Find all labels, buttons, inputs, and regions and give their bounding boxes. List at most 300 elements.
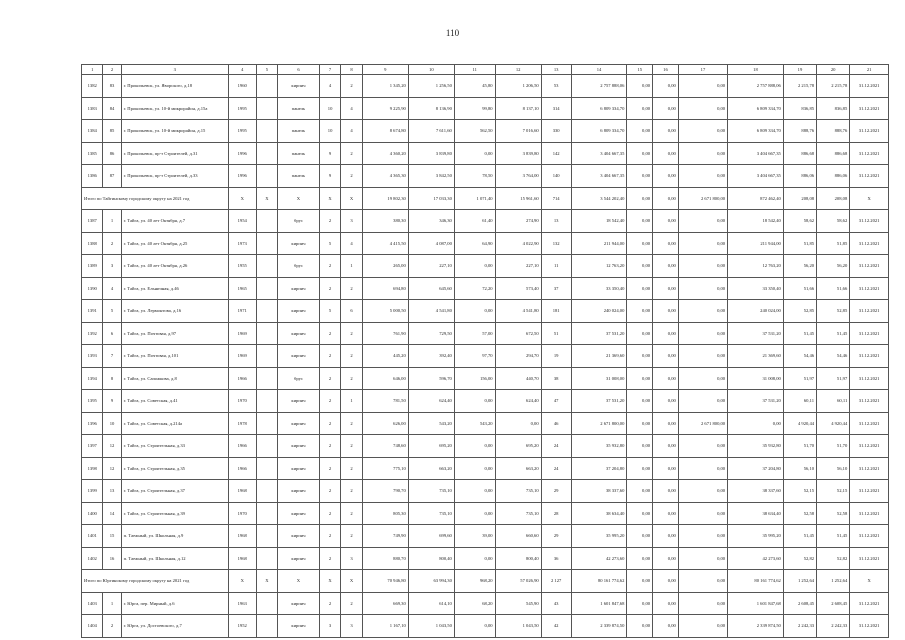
table-cell bbox=[256, 412, 277, 435]
table-cell: 39,00 bbox=[454, 525, 495, 548]
table-row bbox=[82, 277, 889, 300]
table-cell: 0,00 bbox=[653, 255, 679, 278]
table-cell: 543,20 bbox=[408, 412, 454, 435]
table-cell: 886,68 bbox=[783, 142, 816, 165]
table-cell: 0,00 bbox=[653, 210, 679, 233]
table-cell: 790,70 bbox=[362, 480, 408, 503]
table-cell: X bbox=[278, 570, 320, 593]
table-cell: 64,90 bbox=[454, 232, 495, 255]
table-cell: 1 043,50 bbox=[408, 615, 454, 638]
table-cell: 1 167,10 bbox=[362, 615, 408, 638]
table-cell: 392,40 bbox=[408, 345, 454, 368]
table-cell: 51,85 bbox=[783, 232, 816, 255]
table-cell: 181 bbox=[541, 300, 571, 323]
table-cell bbox=[256, 367, 277, 390]
table-cell: 1384 bbox=[82, 120, 103, 143]
table-cell: панель bbox=[278, 97, 320, 120]
table-cell: 0,00 bbox=[678, 322, 727, 345]
address-cell: г. Тайга, ул. 40 лет Октября, д.25 bbox=[121, 232, 228, 255]
table-cell: 51,45 bbox=[783, 525, 816, 548]
table-cell: 2 bbox=[341, 480, 362, 503]
table-cell: 1978 bbox=[228, 412, 256, 435]
table-cell: 52,85 bbox=[817, 300, 850, 323]
table-cell: 0,00 bbox=[678, 547, 727, 570]
table-cell: 0,00 bbox=[678, 300, 727, 323]
table-cell: 800,40 bbox=[495, 547, 541, 570]
table-row bbox=[82, 255, 889, 278]
table-cell: 3 544 202,40 bbox=[571, 187, 627, 210]
table-cell: кирпич bbox=[278, 547, 320, 570]
table-cell: 545,90 bbox=[495, 592, 541, 615]
table-cell: 1954 bbox=[228, 210, 256, 233]
table-cell: 70 946,80 bbox=[362, 570, 408, 593]
table-cell: 1970 bbox=[228, 502, 256, 525]
table-cell bbox=[256, 480, 277, 503]
table-cell: 1 252,64 bbox=[783, 570, 816, 593]
table-cell: 0,00 bbox=[678, 570, 727, 593]
table-cell: 805,30 bbox=[362, 502, 408, 525]
table-cell: 12 bbox=[103, 435, 121, 458]
table-cell: 142 bbox=[541, 142, 571, 165]
table-cell: 2 bbox=[319, 502, 340, 525]
table-cell: 99,80 bbox=[454, 97, 495, 120]
table-cell: 156,00 bbox=[454, 367, 495, 390]
table-row bbox=[82, 142, 889, 165]
table-cell: 56,10 bbox=[783, 457, 816, 480]
table-cell: 53 bbox=[541, 75, 571, 98]
table-cell bbox=[256, 390, 277, 413]
table-cell: 211 944,00 bbox=[728, 232, 784, 255]
table-cell: 4 bbox=[341, 97, 362, 120]
table-cell: 0,00 bbox=[454, 457, 495, 480]
table-cell: 58,62 bbox=[783, 210, 816, 233]
table-cell: 57 026,90 bbox=[495, 570, 541, 593]
table-row bbox=[82, 615, 889, 638]
table-row bbox=[82, 502, 889, 525]
table-cell: 1 601 847,68 bbox=[728, 592, 784, 615]
table-row bbox=[82, 412, 889, 435]
table-cell: 3 bbox=[319, 615, 340, 638]
table-cell: 38 bbox=[541, 367, 571, 390]
table-cell: 132 bbox=[541, 232, 571, 255]
table-cell: 1 bbox=[103, 592, 121, 615]
table-cell: 16 bbox=[103, 547, 121, 570]
table-cell: 836,85 bbox=[783, 97, 816, 120]
table-cell: 6 809 334,70 bbox=[571, 120, 627, 143]
table-cell: 775,10 bbox=[362, 457, 408, 480]
table-cell: 57,00 bbox=[454, 322, 495, 345]
table-cell: 2 bbox=[319, 457, 340, 480]
table-cell: 4 bbox=[103, 277, 121, 300]
page-number: 110 bbox=[445, 28, 460, 38]
table-cell: 1 bbox=[103, 210, 121, 233]
table-cell: 0,00 bbox=[653, 75, 679, 98]
table-cell: 0,00 bbox=[653, 570, 679, 593]
table-cell: 0,00 bbox=[627, 615, 653, 638]
table-row bbox=[82, 322, 889, 345]
table-cell: X bbox=[850, 570, 889, 593]
table-cell: 2 bbox=[103, 232, 121, 255]
table-cell: 6 809 334,70 bbox=[728, 120, 784, 143]
table-cell: кирпич bbox=[278, 75, 320, 98]
table-cell: 968,20 bbox=[454, 570, 495, 593]
table-cell: 4 920,44 bbox=[817, 412, 850, 435]
table-cell: 2 bbox=[341, 412, 362, 435]
table-cell: 38 634,40 bbox=[728, 502, 784, 525]
table-cell: X bbox=[319, 570, 340, 593]
table-cell: 0,00 bbox=[653, 345, 679, 368]
table-row bbox=[82, 165, 889, 188]
table-cell: 35 995,20 bbox=[728, 525, 784, 548]
table-cell: 5 bbox=[319, 232, 340, 255]
table-cell: 1966 bbox=[228, 457, 256, 480]
table-cell: 1399 bbox=[82, 480, 103, 503]
table-row bbox=[82, 525, 889, 548]
table-cell: 86 bbox=[103, 142, 121, 165]
table-cell: 836,85 bbox=[817, 97, 850, 120]
table-cell: кирпич bbox=[278, 615, 320, 638]
table-cell: 0,00 bbox=[678, 367, 727, 390]
table-cell: 31.12.2021 bbox=[850, 390, 889, 413]
table-cell: 52,82 bbox=[817, 547, 850, 570]
table-cell: 31.12.2021 bbox=[850, 547, 889, 570]
table-cell: X bbox=[278, 187, 320, 210]
table-cell: 15 bbox=[103, 525, 121, 548]
table-cell: 2 608,45 bbox=[817, 592, 850, 615]
table-cell: 56,20 bbox=[783, 255, 816, 278]
table-row bbox=[82, 232, 889, 255]
table-cell: 9 bbox=[319, 165, 340, 188]
table-cell: 13 bbox=[103, 480, 121, 503]
column-header: 14 bbox=[571, 65, 627, 75]
table-cell: 35 932,80 bbox=[571, 435, 627, 458]
table-cell: 596,70 bbox=[408, 367, 454, 390]
table-cell: 1391 bbox=[82, 300, 103, 323]
table-cell: 1 252,64 bbox=[817, 570, 850, 593]
table-cell: 31.12.2021 bbox=[850, 367, 889, 390]
table-cell: 2 bbox=[341, 277, 362, 300]
table-cell: 2 bbox=[319, 322, 340, 345]
table-cell: 0,00 bbox=[653, 412, 679, 435]
table-row bbox=[82, 435, 889, 458]
table-cell: 14 bbox=[103, 502, 121, 525]
table-cell: 886,68 bbox=[817, 142, 850, 165]
table-cell: 33 350,40 bbox=[571, 277, 627, 300]
table-cell: 0,00 bbox=[627, 345, 653, 368]
table-cell: 10 bbox=[319, 120, 340, 143]
table-cell: 37 531,20 bbox=[571, 390, 627, 413]
register-table bbox=[81, 64, 889, 638]
table-cell: 0,00 bbox=[653, 277, 679, 300]
table-cell: 2 bbox=[319, 592, 340, 615]
table-cell: 31.12.2021 bbox=[850, 232, 889, 255]
table-cell: 31.12.2021 bbox=[850, 165, 889, 188]
address-cell: г. Тайга, ул. Строительная, д.33 bbox=[121, 435, 228, 458]
table-cell: 1392 bbox=[82, 322, 103, 345]
table-cell: 781,50 bbox=[362, 390, 408, 413]
column-header: 19 bbox=[783, 65, 816, 75]
table-cell: 2 671 800,00 bbox=[678, 187, 727, 210]
table-cell: 6 bbox=[341, 300, 362, 323]
table-cell: 51,85 bbox=[817, 232, 850, 255]
table-cell: 0,00 bbox=[627, 277, 653, 300]
table-cell: 240 024,00 bbox=[728, 300, 784, 323]
table-row bbox=[82, 75, 889, 98]
table-cell: 35 932,80 bbox=[728, 435, 784, 458]
table-cell: 2 242,33 bbox=[817, 615, 850, 638]
table-cell: 614,10 bbox=[408, 592, 454, 615]
table-cell: кирпич bbox=[278, 390, 320, 413]
table-cell: 3 404 667,35 bbox=[571, 142, 627, 165]
table-cell: X bbox=[256, 570, 277, 593]
table-cell: 37 531,20 bbox=[571, 322, 627, 345]
table-cell: 4 360,20 bbox=[362, 142, 408, 165]
table-cell: 18 542,40 bbox=[571, 210, 627, 233]
table-cell: 9 bbox=[103, 390, 121, 413]
table-cell: 10 bbox=[319, 97, 340, 120]
table-cell: 0,00 bbox=[627, 300, 653, 323]
table-cell: 37 bbox=[541, 277, 571, 300]
table-cell: 12 763,20 bbox=[728, 255, 784, 278]
table-cell: 0,00 bbox=[678, 97, 727, 120]
table-cell: 886,06 bbox=[783, 165, 816, 188]
address-cell: г. Тайга, ул. Сапожкова, д.8 bbox=[121, 367, 228, 390]
address-cell: г. Прокопьевск, ул. Яворского, д.18 bbox=[121, 75, 228, 98]
column-header: 13 bbox=[541, 65, 571, 75]
table-cell: 1973 bbox=[228, 232, 256, 255]
table-cell: 0,00 bbox=[454, 255, 495, 278]
table-cell: 0,00 bbox=[678, 390, 727, 413]
table-cell: 0,00 bbox=[454, 300, 495, 323]
table-cell: брус bbox=[278, 367, 320, 390]
table-cell: 31.12.2021 bbox=[850, 277, 889, 300]
total-row bbox=[82, 187, 889, 210]
table-cell bbox=[256, 75, 277, 98]
table-cell: 56,10 bbox=[817, 457, 850, 480]
table-cell: 0,00 bbox=[653, 390, 679, 413]
table-cell: 31.12.2021 bbox=[850, 412, 889, 435]
table-cell: 1394 bbox=[82, 367, 103, 390]
address-cell: п. Таежный, ул. Школьная, д.12 bbox=[121, 547, 228, 570]
table-cell: 0,00 bbox=[653, 525, 679, 548]
table-cell: 2 bbox=[341, 502, 362, 525]
table-cell: 1 043,50 bbox=[495, 615, 541, 638]
address-cell: г. Тайга, ул. 40 лет Октября, д.7 bbox=[121, 210, 228, 233]
table-cell: 1389 bbox=[82, 255, 103, 278]
column-header: 10 bbox=[408, 65, 454, 75]
table-cell: 4 365,30 bbox=[362, 165, 408, 188]
table-cell: 0,00 bbox=[627, 435, 653, 458]
table-cell bbox=[256, 592, 277, 615]
table-cell: кирпич bbox=[278, 300, 320, 323]
table-cell: 624,40 bbox=[408, 390, 454, 413]
table-cell: 1 071,40 bbox=[454, 187, 495, 210]
column-header: 16 bbox=[653, 65, 679, 75]
table-cell: 3 839,80 bbox=[495, 142, 541, 165]
table-cell: 2 bbox=[341, 345, 362, 368]
address-cell: г. Тайга, ул. Строительная, д.37 bbox=[121, 480, 228, 503]
table-cell: 31.12.2021 bbox=[850, 75, 889, 98]
address-cell: г. Тайга, ул. Ельничная, д.46 bbox=[121, 277, 228, 300]
table-cell: 646,00 bbox=[362, 367, 408, 390]
table-cell: 645,60 bbox=[408, 277, 454, 300]
table-cell: 4 087,00 bbox=[408, 232, 454, 255]
table-cell: 227,10 bbox=[495, 255, 541, 278]
table-cell: 0,00 bbox=[627, 322, 653, 345]
table-cell: 1383 bbox=[82, 97, 103, 120]
table-cell: 1966 bbox=[228, 435, 256, 458]
table-cell: 0,00 bbox=[627, 390, 653, 413]
table-cell: 24 bbox=[541, 435, 571, 458]
table-cell: 1382 bbox=[82, 75, 103, 98]
table-cell: 68,20 bbox=[454, 592, 495, 615]
table-cell: 31.12.2021 bbox=[850, 255, 889, 278]
table-cell: брус bbox=[278, 210, 320, 233]
address-cell: г. Тайга, ул. Лермонтова, д.16 bbox=[121, 300, 228, 323]
table-cell: 15 961,60 bbox=[495, 187, 541, 210]
table-cell: 12 763,20 bbox=[571, 255, 627, 278]
table-cell: 2 608,45 bbox=[783, 592, 816, 615]
table-cell: 265,00 bbox=[362, 255, 408, 278]
table-cell: 0,00 bbox=[627, 97, 653, 120]
table-cell: 0,00 bbox=[653, 300, 679, 323]
table-cell: 0,00 bbox=[627, 570, 653, 593]
table-cell: 2 215,78 bbox=[817, 75, 850, 98]
table-cell: 699,60 bbox=[408, 525, 454, 548]
table-cell: 626,00 bbox=[362, 412, 408, 435]
table-cell: 0,00 bbox=[653, 367, 679, 390]
table-cell: 4 920,44 bbox=[783, 412, 816, 435]
table-cell: 1996 bbox=[228, 165, 256, 188]
table-cell: 21 369,60 bbox=[571, 345, 627, 368]
table-cell: 735,10 bbox=[495, 502, 541, 525]
table-cell: 45,80 bbox=[454, 75, 495, 98]
table-cell: 1 345,20 bbox=[362, 75, 408, 98]
table-cell: 72,20 bbox=[454, 277, 495, 300]
table-cell: 1969 bbox=[228, 322, 256, 345]
table-cell: 0,00 bbox=[627, 367, 653, 390]
table-cell: 888,76 bbox=[783, 120, 816, 143]
table-cell: 52,85 bbox=[783, 300, 816, 323]
table-cell: 0,00 bbox=[678, 232, 727, 255]
table-cell: 1995 bbox=[228, 120, 256, 143]
table-cell: 2 215,78 bbox=[783, 75, 816, 98]
table-cell: 211 944,00 bbox=[571, 232, 627, 255]
table-cell: 31.12.2021 bbox=[850, 615, 889, 638]
table-cell: 4 415,50 bbox=[362, 232, 408, 255]
table-cell: 445,20 bbox=[362, 345, 408, 368]
column-header: 17 bbox=[678, 65, 727, 75]
table-cell: 735,10 bbox=[408, 480, 454, 503]
table-cell: 0,00 bbox=[653, 502, 679, 525]
column-header: 9 bbox=[362, 65, 408, 75]
table-cell: 43 bbox=[541, 592, 571, 615]
table-cell: 0,00 bbox=[653, 615, 679, 638]
table-cell: 2 bbox=[341, 592, 362, 615]
table-cell: 4 541,80 bbox=[495, 300, 541, 323]
column-header: 21 bbox=[850, 65, 889, 75]
table-cell: 47 bbox=[541, 390, 571, 413]
table-cell: 56,20 bbox=[817, 255, 850, 278]
table-cell: X bbox=[341, 570, 362, 593]
table-cell: 11 bbox=[541, 255, 571, 278]
table-cell bbox=[256, 345, 277, 368]
column-header: 15 bbox=[627, 65, 653, 75]
table-cell: 0,00 bbox=[627, 120, 653, 143]
column-header: 2 bbox=[103, 65, 121, 75]
table-cell: 51,70 bbox=[783, 435, 816, 458]
table-cell: 37 204,80 bbox=[728, 457, 784, 480]
table-cell: кирпич bbox=[278, 435, 320, 458]
table-cell: 1393 bbox=[82, 345, 103, 368]
column-header: 18 bbox=[728, 65, 784, 75]
table-cell: 8 137,10 bbox=[495, 97, 541, 120]
table-cell: 5 bbox=[103, 300, 121, 323]
table-cell: 2 bbox=[319, 480, 340, 503]
table-cell: 31 008,00 bbox=[728, 367, 784, 390]
table-cell: 58,62 bbox=[817, 210, 850, 233]
table-cell: 888,76 bbox=[817, 120, 850, 143]
table-cell: 0,00 bbox=[627, 412, 653, 435]
table-cell: 1969 bbox=[228, 345, 256, 368]
table-cell: 0,00 bbox=[678, 457, 727, 480]
table-cell: 0,00 bbox=[653, 592, 679, 615]
total-label: Итого по Юргинскому городскому округу на 2021 год bbox=[82, 570, 229, 593]
table-cell bbox=[256, 322, 277, 345]
table-cell: кирпич bbox=[278, 412, 320, 435]
address-cell: г. Прокопьевск, пр-т Строителей, д.33 bbox=[121, 165, 228, 188]
table-cell: 85 bbox=[103, 120, 121, 143]
table-cell: 42 bbox=[541, 615, 571, 638]
table-cell: 4 022,90 bbox=[495, 232, 541, 255]
table-cell: 9 bbox=[319, 142, 340, 165]
table-cell: X bbox=[341, 187, 362, 210]
table-cell: 0,00 bbox=[627, 232, 653, 255]
table-cell: 562,50 bbox=[454, 120, 495, 143]
table-cell: 52,58 bbox=[783, 502, 816, 525]
table-cell: кирпич bbox=[278, 502, 320, 525]
address-cell: г. Прокопьевск, пр-т Строителей, д.31 bbox=[121, 142, 228, 165]
table-cell: 872 462,40 bbox=[728, 187, 784, 210]
table-cell: кирпич bbox=[278, 457, 320, 480]
table-cell: 0,00 bbox=[627, 592, 653, 615]
table-cell: 0,00 bbox=[678, 75, 727, 98]
address-cell: г. Прокопьевск, ул. 10-й микрорайон, д.15а bbox=[121, 97, 228, 120]
table-cell: 0,00 bbox=[653, 232, 679, 255]
table-cell: 3 bbox=[341, 210, 362, 233]
table-cell: 6 809 334,70 bbox=[728, 97, 784, 120]
table-cell: 748,60 bbox=[362, 435, 408, 458]
table-cell: 1 bbox=[341, 390, 362, 413]
table-cell: 7 016,60 bbox=[495, 120, 541, 143]
table-cell: 42 273,60 bbox=[571, 547, 627, 570]
address-cell: г. Тайга, ул. Строительная, д.39 bbox=[121, 502, 228, 525]
table-cell: 2 bbox=[103, 615, 121, 638]
column-header: 5 bbox=[256, 65, 277, 75]
table-cell: 4 bbox=[341, 120, 362, 143]
table-cell bbox=[256, 210, 277, 233]
table-cell: 0,00 bbox=[653, 120, 679, 143]
address-cell: г. Тайга, ул. Почтовая, д.101 bbox=[121, 345, 228, 368]
table-cell: 0,00 bbox=[678, 277, 727, 300]
table-cell: 17 033,30 bbox=[408, 187, 454, 210]
table-cell: X bbox=[228, 570, 256, 593]
table-cell: 1396 bbox=[82, 412, 103, 435]
table-cell: 0,00 bbox=[627, 547, 653, 570]
table-cell: 52,15 bbox=[817, 480, 850, 503]
table-cell: 19 bbox=[541, 345, 571, 368]
table-cell: 880,70 bbox=[362, 547, 408, 570]
